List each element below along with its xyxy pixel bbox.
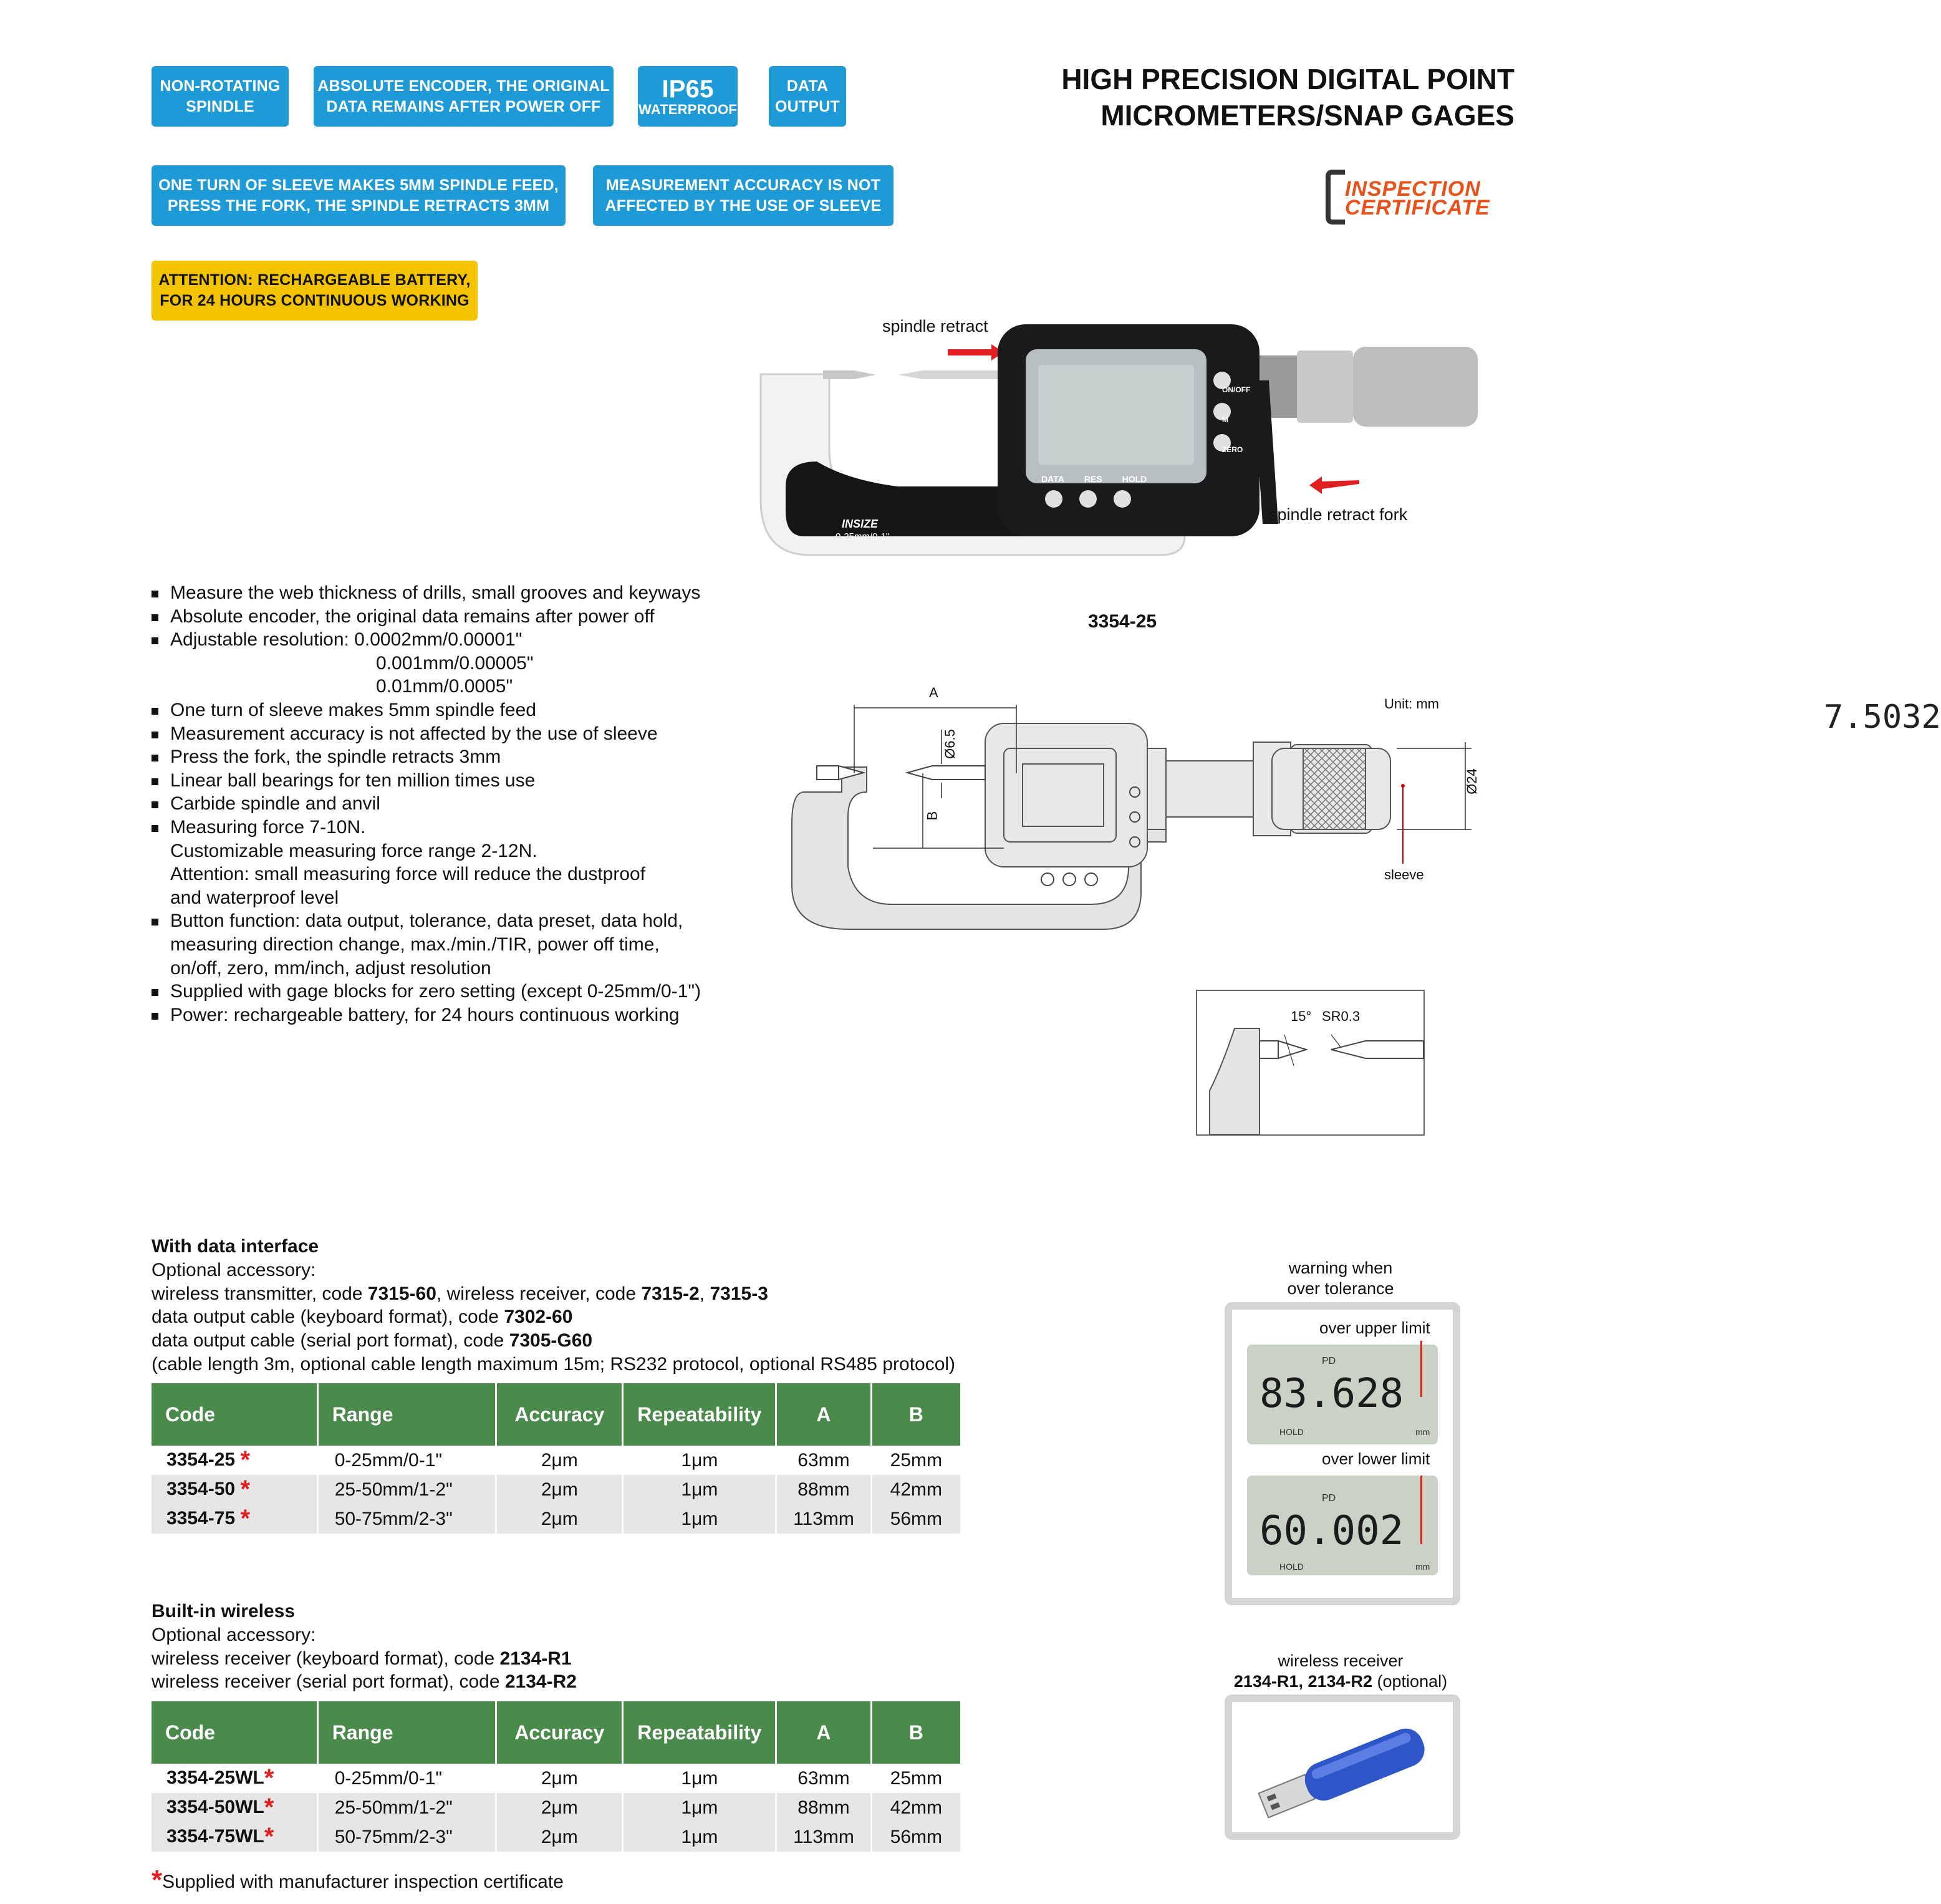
tip-detail-drawing [1196, 990, 1425, 1136]
dimension-b: B [924, 811, 940, 821]
col-repeatability: Repeatability [623, 1701, 776, 1764]
section-line [152, 1647, 577, 1671]
cell-repeatability: 1μm [623, 1504, 776, 1534]
badge-absolute-encoder [314, 66, 614, 127]
section-heading: Built-in wireless [152, 1601, 296, 1621]
list-item: Measuring force 7-10N. [152, 816, 837, 839]
code-text: 3354-50 [166, 1479, 236, 1499]
photo-button-m: M [1222, 415, 1228, 424]
table-header-row [152, 1383, 961, 1446]
cell-b: 56mm [871, 1822, 961, 1852]
section-line [152, 1670, 577, 1694]
list-item: One turn of sleeve makes 5mm spindle feed [152, 698, 837, 722]
list-item: Customizable measuring force range 2-12N. [170, 840, 537, 861]
dimension-d24: Ø24 [1463, 768, 1480, 795]
table-row [152, 1475, 961, 1504]
label-spindle-retract: spindle retract [882, 317, 988, 336]
tolerance-caption [1222, 1258, 1459, 1299]
technical-drawing [779, 680, 1496, 948]
list-item: and waterproof level [170, 887, 339, 908]
cell-a: 88mm [776, 1793, 871, 1822]
accessory-code: 7302-60 [504, 1307, 573, 1328]
list-item: Button function: data output, tolerance, data preset, data hold, [152, 909, 837, 933]
inspection-certificate-logo [1326, 167, 1513, 230]
photo-brand-logo: INSIZE [842, 518, 879, 530]
cell-b: 25mm [871, 1446, 961, 1475]
certificate-star: * [240, 1476, 251, 1503]
accessory-code: 7315-3 [710, 1283, 768, 1304]
list-item: Attention: small measuring force will reduce the dustproof [170, 864, 646, 885]
tip-angle: 15° [1291, 1008, 1312, 1024]
accessory-code: 2134-R2 [504, 1671, 577, 1693]
dimension-d65: Ø6.5 [942, 729, 958, 759]
photo-frame-range: 0-25mm/0-1" [836, 531, 890, 542]
cell-b: 56mm [871, 1504, 961, 1534]
cell-range: 25-50mm/1-2" [317, 1475, 496, 1504]
col-b: B [871, 1383, 961, 1446]
code-text: 3354-50WL [166, 1797, 264, 1817]
list-item: 0.01mm/0.0005" [376, 676, 513, 697]
text: , [699, 1283, 710, 1304]
accessory-code: 7305-G60 [509, 1330, 593, 1351]
cell-code [152, 1475, 317, 1504]
section-line [152, 1329, 955, 1353]
badge-line: DATA REMAINS AFTER POWER OFF [326, 97, 601, 115]
badge-ip65: IP65 [662, 75, 714, 103]
cell-repeatability: 1μm [623, 1793, 776, 1822]
cell-a: 113mm [776, 1822, 871, 1852]
photo-button-zero: ZERO [1222, 445, 1243, 454]
badge-ip65-waterproof [638, 66, 738, 127]
page-title-line: HIGH PRECISION DIGITAL POINT [1061, 63, 1515, 95]
col-repeatability: Repeatability [623, 1383, 776, 1446]
photo-button-onoff: ON/OFF [1222, 385, 1251, 394]
cell-accuracy: 2μm [496, 1446, 623, 1475]
unit-label: Unit: mm [1384, 696, 1439, 712]
page-title [1061, 61, 1515, 133]
data-interface-section [152, 1235, 955, 1376]
text: data output cable (keyboard format), code [152, 1307, 504, 1328]
photo-button-res: RES [1084, 474, 1102, 484]
cell-accuracy: 2μm [496, 1793, 623, 1822]
footnote [152, 1865, 564, 1896]
list-item: Adjustable resolution: 0.0002mm/0.00001" [152, 628, 837, 652]
spindle-retract-arrow [948, 344, 1004, 360]
badge-line: AFFECTED BY THE USE OF SLEEVE [605, 196, 882, 215]
dimension-a: A [929, 685, 938, 700]
cell-range: 50-75mm/2-3" [317, 1504, 496, 1534]
certificate-line: INSPECTION [1345, 177, 1481, 201]
lcd-mm-label: mm [1415, 1427, 1430, 1437]
feature-list [152, 581, 837, 1027]
cell-repeatability: 1μm [623, 1475, 776, 1504]
table-header-row [152, 1701, 961, 1764]
accessory-code: 7315-60 [367, 1283, 436, 1304]
receiver-caption [1210, 1651, 1471, 1692]
cell-code [152, 1764, 317, 1793]
cell-b: 25mm [871, 1764, 961, 1793]
spindle-retract-fork-arrow [1309, 476, 1359, 494]
model-number: 3354-25 [1088, 611, 1157, 632]
badge-line: FOR 24 HOURS CONTINUOUS WORKING [160, 292, 470, 309]
lcd-lower [1247, 1476, 1438, 1575]
cell-accuracy: 2μm [496, 1475, 623, 1504]
accessory-code: 2134-R1 [499, 1648, 572, 1669]
badge-line: SPINDLE [186, 97, 254, 115]
receiver-codes: 2134-R1, 2134-R2 [1233, 1672, 1373, 1691]
section-line: (cable length 3m, optional cable length maximum 15m; RS232 protocol, optional RS485 protocol) [152, 1353, 956, 1375]
cell-repeatability: 1μm [623, 1822, 776, 1852]
certificate-star: * [264, 1764, 274, 1792]
text: wireless transmitter, code [152, 1283, 368, 1304]
cell-a: 113mm [776, 1504, 871, 1534]
lcd-pd-label: PD [1322, 1493, 1336, 1504]
cell-code [152, 1793, 317, 1822]
lcd-hold-label: HOLD [1279, 1427, 1304, 1437]
caption-line: over tolerance [1287, 1279, 1394, 1298]
badge-line: MEASUREMENT ACCURACY IS NOT [605, 176, 881, 194]
badge-line: ONE TURN OF SLEEVE MAKES 5MM SPINDLE FEED, [158, 176, 559, 194]
footnote-text: Supplied with manufacturer inspection certificate [162, 1872, 564, 1892]
section-line [152, 1305, 955, 1329]
list-item: 0.001mm/0.00005" [376, 652, 534, 674]
col-a: A [776, 1383, 871, 1446]
cell-accuracy: 2μm [496, 1822, 623, 1852]
accessory-code: 7315-2 [641, 1283, 700, 1304]
badge-non-rotating-spindle [152, 66, 289, 127]
usb-receiver-icon [1225, 1694, 1460, 1840]
table-row [152, 1504, 961, 1534]
badge-line: ATTENTION: RECHARGEABLE BATTERY, [158, 271, 471, 289]
wireless-section [152, 1600, 577, 1694]
cell-b: 42mm [871, 1475, 961, 1504]
col-range: Range [317, 1383, 496, 1446]
badge-line: PRESS THE FORK, THE SPINDLE RETRACTS 3MM [167, 196, 550, 215]
cell-repeatability: 1μm [623, 1446, 776, 1475]
cell-code [152, 1504, 317, 1534]
lower-indicator-line [1420, 1476, 1422, 1544]
code-text: 3354-25 [166, 1449, 236, 1470]
text: data output cable (serial port format), code [152, 1330, 509, 1351]
caption-line: wireless receiver [1278, 1651, 1404, 1670]
cell-range: 0-25mm/0-1" [317, 1446, 496, 1475]
certificate-star: * [240, 1505, 251, 1532]
cell-b: 42mm [871, 1793, 961, 1822]
lcd-upper [1247, 1345, 1438, 1444]
receiver-photo-frame [1225, 1694, 1460, 1840]
list-item: Power: rechargeable battery, for 24 hours continuous working [152, 1003, 837, 1027]
col-a: A [776, 1701, 871, 1764]
col-code: Code [152, 1383, 317, 1446]
table-row [152, 1822, 961, 1852]
list-item: measuring direction change, max./min./TIR, power off time, [170, 934, 660, 955]
photo-button-data: DATA [1041, 474, 1064, 484]
cell-range: 25-50mm/1-2" [317, 1793, 496, 1822]
badge-waterproof: WATERPROOF [638, 101, 738, 117]
code-text: 3354-75WL [166, 1826, 264, 1847]
col-code: Code [152, 1701, 317, 1764]
table-row [152, 1446, 961, 1475]
list-item: Measure the web thickness of drills, small grooves and keyways [152, 581, 837, 605]
list-item: on/off, zero, mm/inch, adjust resolution [170, 957, 491, 979]
table-row [152, 1764, 961, 1793]
cell-a: 63mm [776, 1764, 871, 1793]
badge-measurement-accuracy [593, 165, 893, 226]
photo-button-hold: HOLD [1122, 474, 1147, 484]
badge-line: ABSOLUTE ENCODER, THE ORIGINAL [317, 77, 610, 95]
code-text: 3354-75 [166, 1508, 236, 1529]
caption-line: warning when [1288, 1259, 1393, 1277]
cell-accuracy: 2μm [496, 1764, 623, 1793]
certificate-star: * [264, 1794, 274, 1821]
certificate-line: CERTIFICATE [1345, 196, 1490, 220]
photo-display-value: 7.5032 [1824, 698, 1941, 736]
upper-indicator-line [1420, 1341, 1422, 1397]
text: wireless receiver (serial port format), code [152, 1671, 505, 1693]
label-spindle-retract-fork: spindle retract fork [1269, 505, 1408, 524]
text: , wireless receiver, code [436, 1283, 642, 1304]
section-heading: With data interface [152, 1236, 319, 1257]
section-line: Optional accessory: [152, 1624, 316, 1645]
cell-a: 88mm [776, 1475, 871, 1504]
list-item: Linear ball bearings for ten million times use [152, 769, 837, 793]
lcd-lower-value: 60.002 [1259, 1508, 1404, 1554]
table-row [152, 1793, 961, 1822]
list-item: Carbide spindle and anvil [152, 792, 837, 816]
list-item: Absolute encoder, the original data remains after power off [152, 605, 837, 629]
spec-table-data-interface [152, 1383, 962, 1534]
label-over-lower-limit: over lower limit [1322, 1449, 1430, 1468]
cell-accuracy: 2μm [496, 1504, 623, 1534]
cell-range: 50-75mm/2-3" [317, 1822, 496, 1852]
col-accuracy: Accuracy [496, 1383, 623, 1446]
badge-line: OUTPUT [775, 97, 840, 115]
cell-repeatability: 1μm [623, 1764, 776, 1793]
lcd-hold-label: HOLD [1279, 1562, 1304, 1572]
cell-range: 0-25mm/0-1" [317, 1764, 496, 1793]
section-line [152, 1282, 955, 1306]
section-line: Optional accessory: [152, 1259, 316, 1280]
certificate-star: * [240, 1446, 251, 1474]
code-text: 3354-25WL [166, 1767, 264, 1788]
receiver-optional: (optional) [1372, 1672, 1448, 1691]
col-accuracy: Accuracy [496, 1701, 623, 1764]
list-item: Supplied with gage blocks for zero setting (except 0-25mm/0-1") [152, 980, 837, 1003]
lcd-upper-value: 83.628 [1259, 1371, 1404, 1417]
cell-code [152, 1446, 317, 1475]
badge-line: DATA [786, 77, 829, 95]
badge-line: NON-ROTATING [160, 77, 281, 95]
list-item: Press the fork, the spindle retracts 3mm [152, 745, 837, 769]
lcd-pd-label: PD [1322, 1356, 1336, 1366]
micrometer-outline-drawing [779, 680, 1496, 948]
label-over-upper-limit: over upper limit [1319, 1318, 1430, 1337]
caption-line [1210, 1671, 1471, 1692]
tip-radius: SR0.3 [1322, 1008, 1361, 1024]
badge-one-turn-sleeve [152, 165, 566, 226]
lcd-mm-label: mm [1415, 1562, 1430, 1572]
badge-data-output [769, 66, 846, 127]
certificate-star: * [264, 1823, 274, 1850]
cell-code [152, 1822, 317, 1852]
page-title-line: MICROMETERS/SNAP GAGES [1101, 99, 1515, 132]
col-b: B [871, 1701, 961, 1764]
badge-attention-battery [152, 261, 478, 321]
col-range: Range [317, 1701, 496, 1764]
text: wireless receiver (keyboard format), code [152, 1648, 500, 1669]
footnote-star: * [152, 1865, 163, 1895]
tolerance-panel [1225, 1302, 1460, 1605]
label-sleeve: sleeve [1384, 867, 1424, 882]
list-item: Measurement accuracy is not affected by the use of sleeve [152, 722, 837, 746]
spec-table-wireless [152, 1701, 962, 1852]
cell-a: 63mm [776, 1446, 871, 1475]
